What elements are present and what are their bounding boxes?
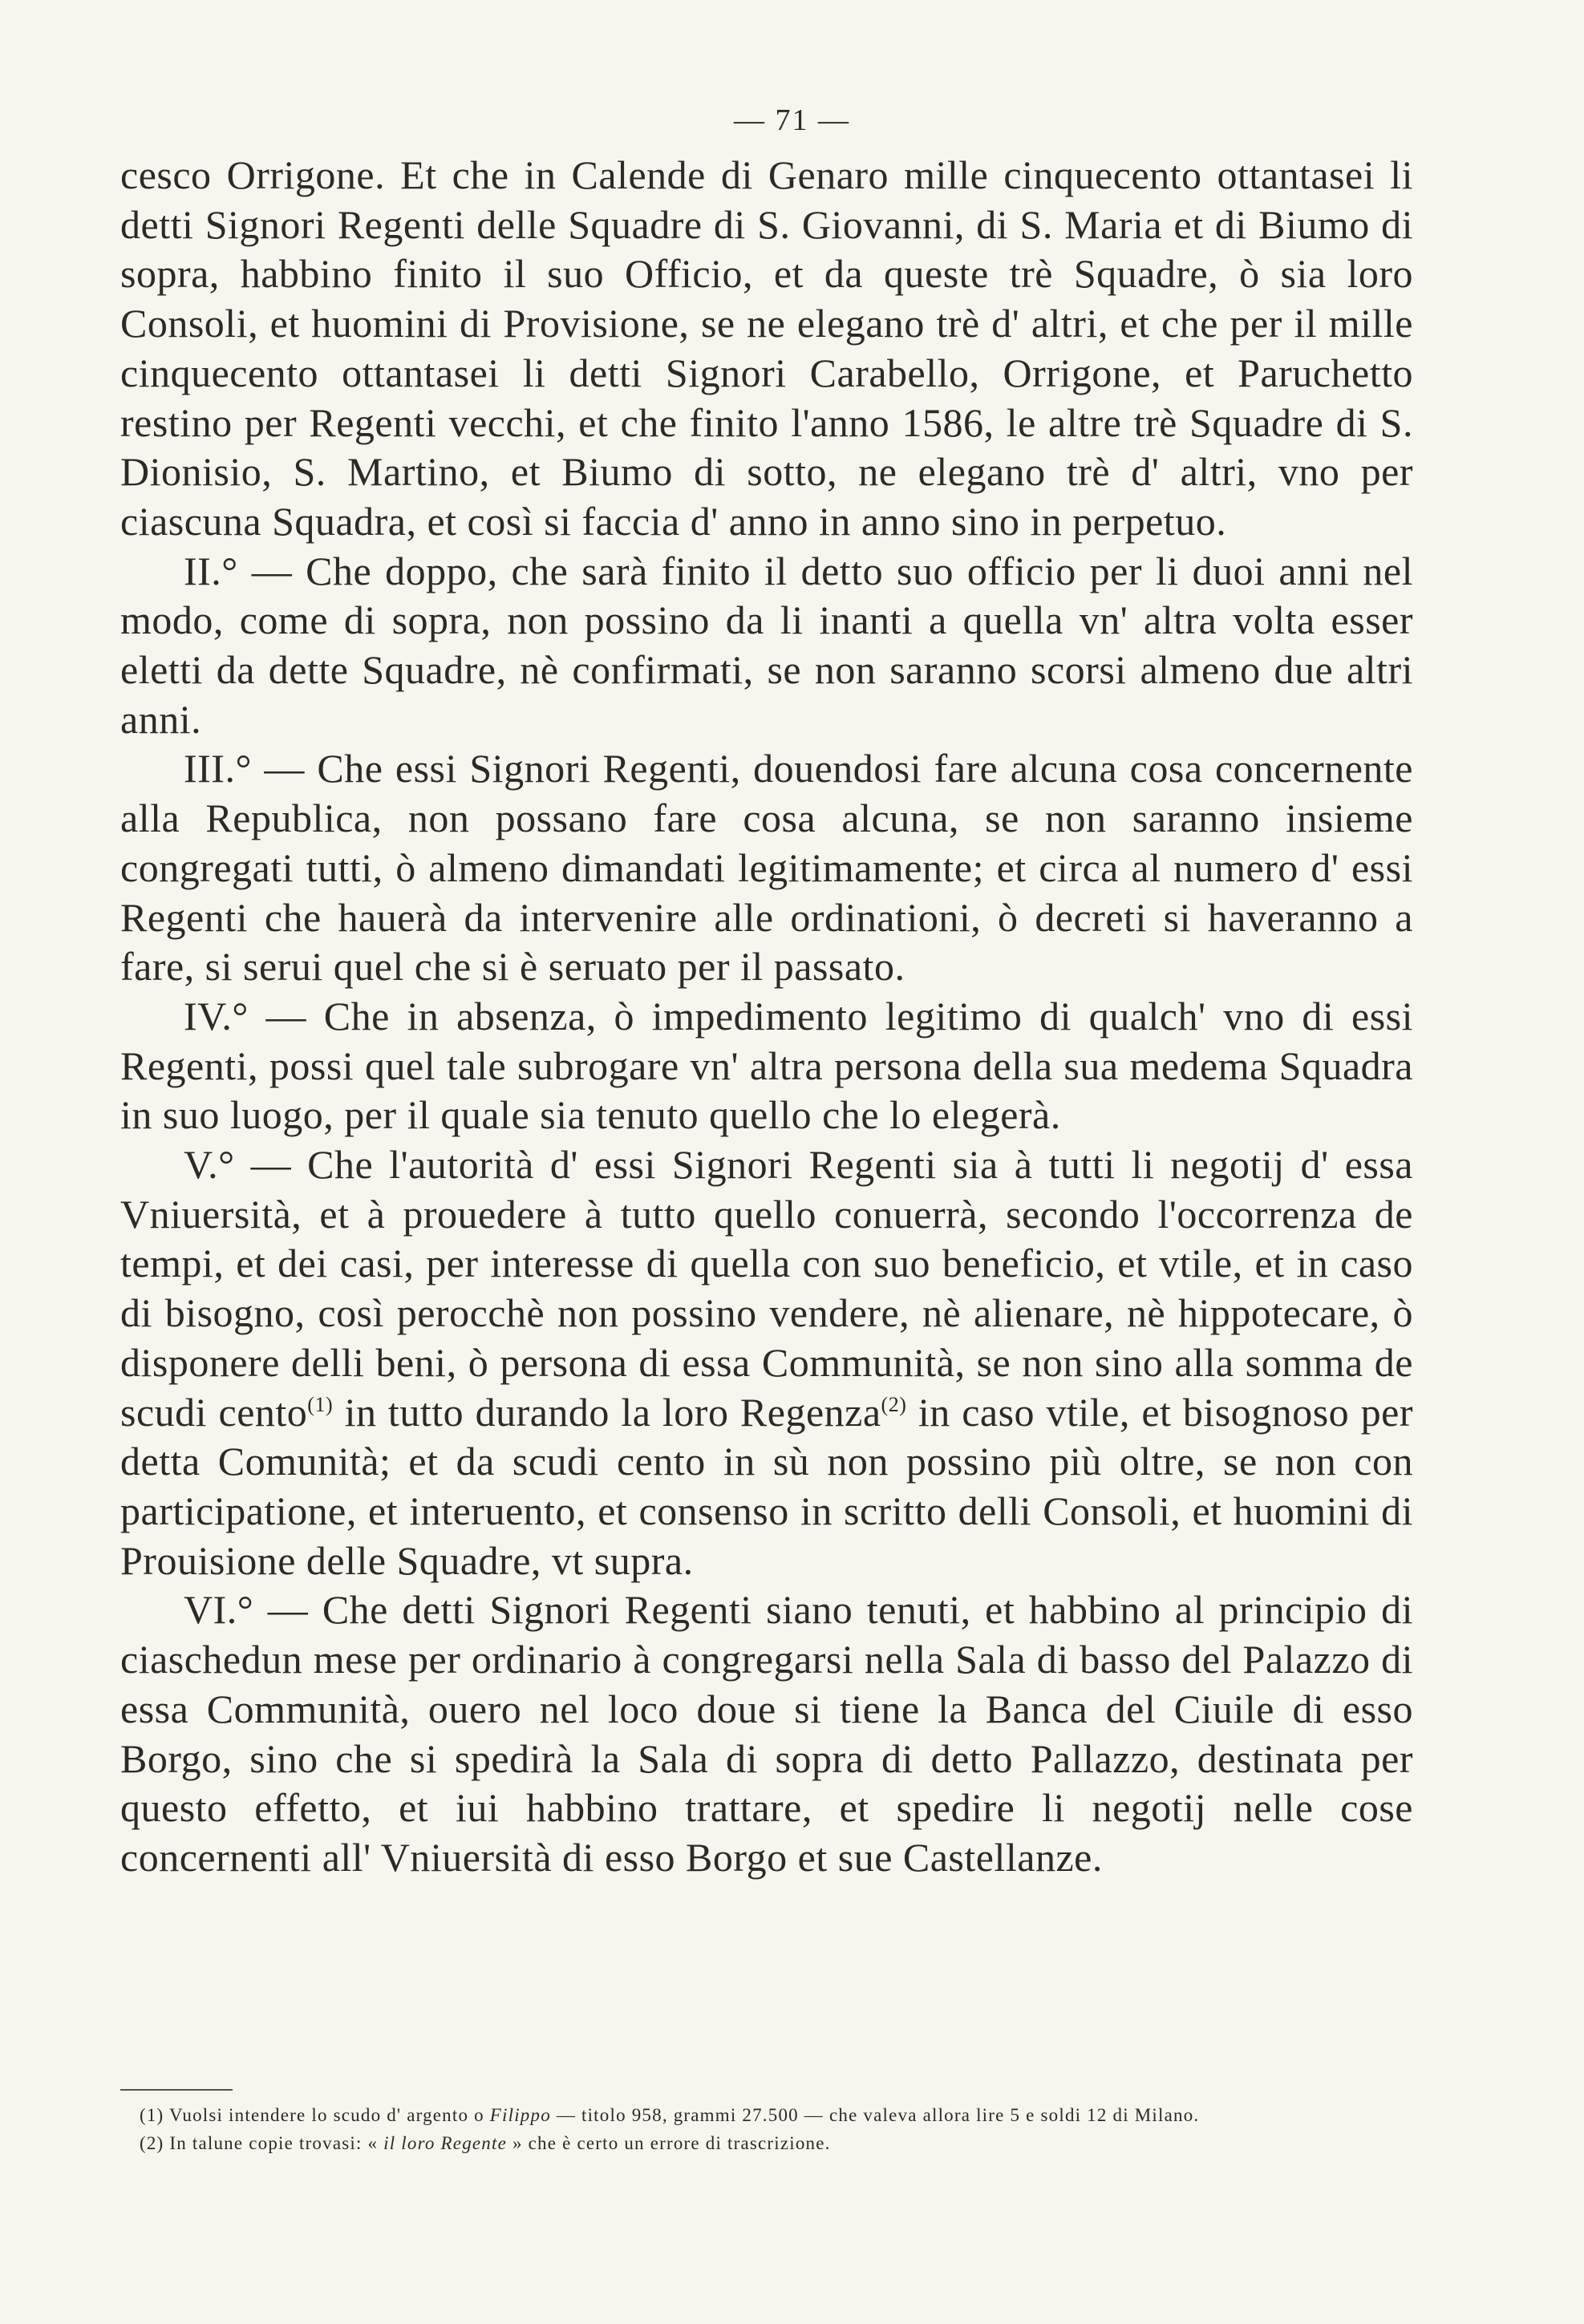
paragraph (120, 992, 1413, 1140)
text-run: II.° — Che doppo, che sarà finito il detto suo officio per li duoi anni nel modo, come di sopra, non possino da li inanti a quella vn' altra volta esser eletti da dette Squadre, nè confirmati, se non saranno scorsi almeno due altri anni. (120, 548, 1413, 742)
paragraph (120, 744, 1413, 992)
paragraph (120, 1585, 1413, 1882)
footnote-divider (120, 2089, 233, 2091)
text-run: V.° — Che l'autorità d' essi Signori Regenti sia à tutti li negotij d' essa Vniuersità, et à prouedere à tutto quello conuerrà, secondo l'occorrenza de tempi, et dei casi, per interesse di quella con suo beneficio, et vtile, et in caso di bisogno, così perocchè non possino vendere, nè alienare, nè hippotecare, ò disponere delli beni, ò persona di essa Communità, se non sino alla somma de scudi cento (120, 1142, 1413, 1435)
text-run: (2) In talune copie trovasi: « (140, 2133, 384, 2153)
text-run: in caso vtile, et bisognoso per detta Comunità; et da scudi cento in sù non possino più oltre, se non con participatione, et interuento, et consenso in scritto delli Consoli, et huomini di Prouisione delle Squadre, vt supra. (120, 1389, 1413, 1583)
footnote (120, 2129, 1413, 2157)
body-text (120, 151, 1413, 1883)
paragraph (120, 547, 1413, 745)
text-run: IV.° — Che in absenza, ò impedimento legitimo di qualch' vno di essi Regenti, possi quel tale subrogare vn' altra persona della sua medema Squadra in suo luogo, per il quale sia tenuto quello che lo elegerà. (120, 993, 1413, 1138)
paragraph (120, 151, 1413, 547)
paragraph (120, 1140, 1413, 1585)
text-run: (1) Vuolsi intendere lo scudo d' argento o (140, 2105, 490, 2125)
footnotes (120, 2101, 1413, 2157)
italic-text: il loro Regente (383, 2133, 508, 2153)
italic-text: Filippo (489, 2105, 551, 2125)
text-run: III.° — Che essi Signori Regenti, douendosi fare alcuna cosa concernente alla Republica, non possano fare cosa alcuna, se non saranno insieme congregati tutti, ò almeno dimandati legitimamente; et circa al numero d' essi Regenti che hauerà da intervenire alle ordinationi, ò decreti si haveranno a fare, si serui quel che si è seruato per il passato. (120, 746, 1413, 990)
text-run: cesco Orrigone. Et che in Calende di Genaro mille cinquecento ottantasei li detti Signori Regenti delle Squadre di S. Giovanni, di S. Maria et di Biumo di sopra, habbino finito il suo Officio, et da queste trè Squadre, ò sia loro Consoli, et huomini di Provisione, se ne elegano trè d' altri, et che per il mille cinquecento ottantasei li detti Signori Carabello, Orrigone, et Paruchetto restino per Regenti vecchi, et che finito l'anno 1586, le altre trè Squadre di S. Dionisio, S. Martino, et Biumo di sotto, ne elegano trè d' altri, vno per ciascuna Squadra, et così si faccia d' anno in anno sino in perpetuo. (120, 152, 1413, 544)
text-run: VI.° — Che detti Signori Regenti siano tenuti, et habbino al principio di ciaschedun mese per ordinario à congregarsi nella Sala di basso del Palazzo di essa Communità, ouero nel loco doue si tiene la Banca del Ciuile di esso Borgo, sino che si spedirà la Sala di sopra di detto Pallazzo, destinata per questo effetto, et iui habbino trattare, et spedire li negotij nelle cose concernenti all' Vniuersità di esso Borgo et sue Castellanze. (120, 1587, 1413, 1880)
footnote-reference: (2) (881, 1392, 907, 1416)
text-run: » che è certo un errore di trascrizione. (507, 2133, 831, 2153)
page-number: — 71 — (734, 103, 850, 137)
text-run: — titolo 958, grammi 27.500 — che valeva allora lire 5 e soldi 12 di Milano. (550, 2105, 1200, 2125)
footnote (120, 2101, 1413, 2129)
footnote-reference: (1) (307, 1392, 334, 1416)
text-run: in tutto durando la loro Regenza (333, 1389, 881, 1435)
